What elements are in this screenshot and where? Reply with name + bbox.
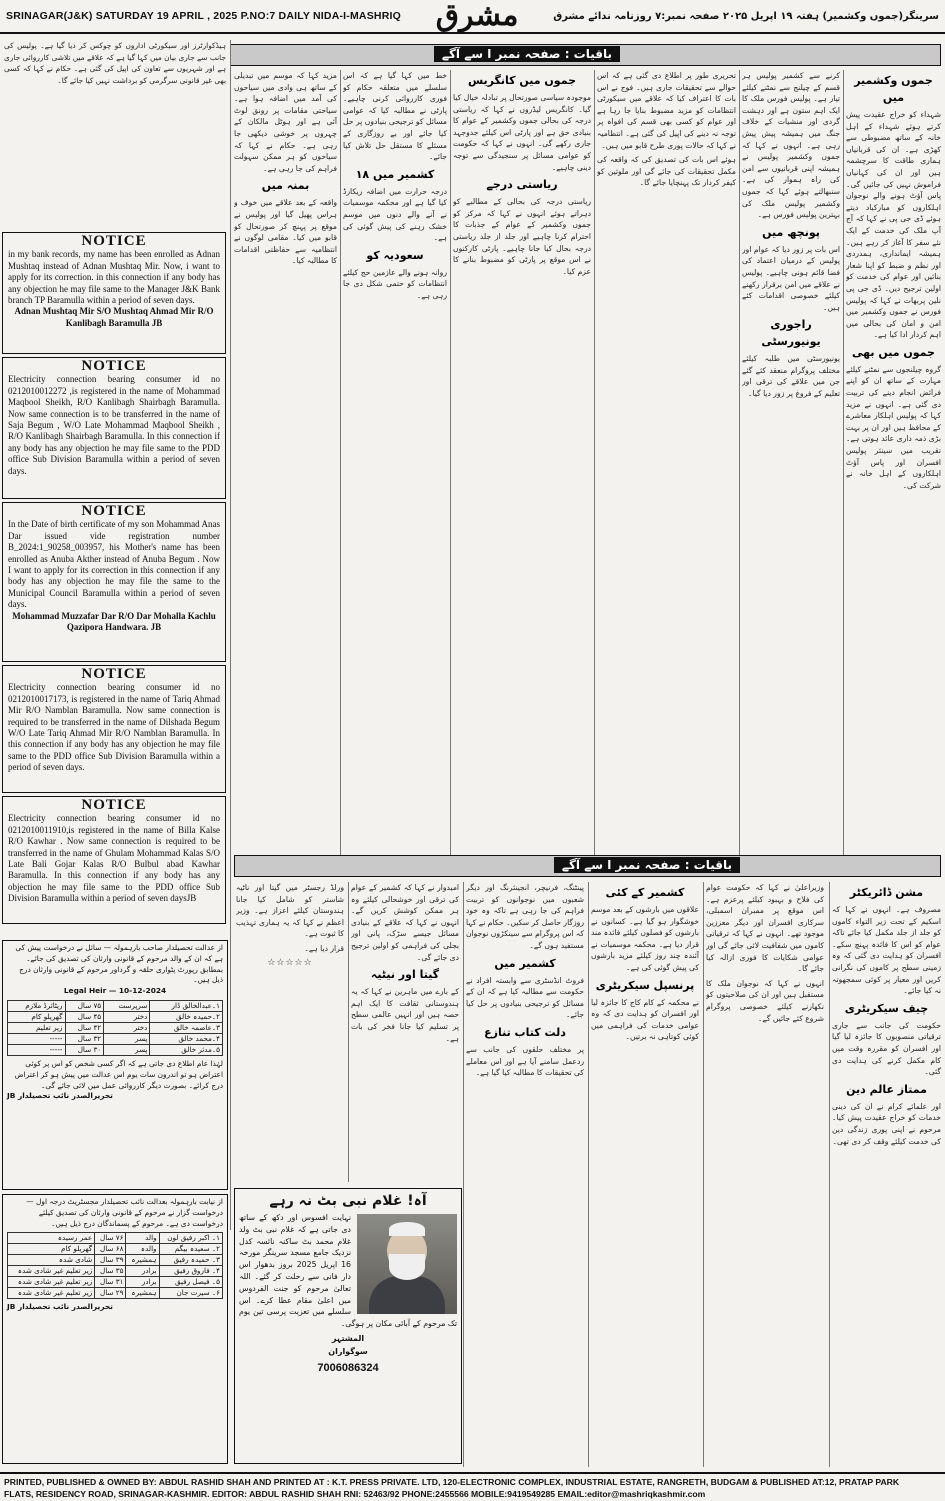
table-cell: زیر تعلیم — [8, 1022, 66, 1033]
article-headline: کشمیر میں — [494, 956, 556, 970]
table-row — [8, 1033, 223, 1044]
article-headline: ریاستی درجے — [486, 178, 558, 192]
table-cell: زیر تعلیم غیر شادی شدہ — [8, 1288, 95, 1299]
table-cell: پسر — [104, 1044, 150, 1055]
article-headline: مشن ڈائریکٹر — [849, 886, 924, 899]
article-col-b2: وزیراعلیٰ نے کہا کہ حکومت عوام کی فلاح و بہبود کیلئے پرعزم ہے۔ اس موقع پر ممبران اسمبلی، سرکاری افسران اور دیگر معززین موجود تھے۔ انہوں نے کہا کہ ترقیاتی کاموں میں شفافیت لائی جائے گی اور عوامی شکایات کا فوری ازالہ کیا جائے گا۔ انہوں نے کہا کہ نوجوان ملک کا مستقبل ہیں اور ان کی صلاحیتوں کو نکھارنے کیلئے خصوصی پروگرام شروع کئے جائیں گے۔ — [706, 883, 824, 1023]
article-headline: راجوری یونیورسٹی — [761, 318, 821, 349]
article-col-b6: ورلڈ رجسٹر میں گیتا اور ناٹیہ شاستر کو شامل کیا جانا ہندوستان کیلئے اعزاز ہے۔ وزیر اعظم نے کہا کہ یہ ہماری تہذیب کا ثبوت ہے۔ قرار دیا ہے۔ ☆☆☆☆☆ — [236, 883, 344, 968]
article-col-5: خط میں کہا گیا ہے کہ اس سلسلے میں متعلقہ حکام کو فوری کارروائی کرنی چاہیے۔ پارٹی نے مطالبہ کیا کہ عوامی مسائل کو ترجیحی بنیادوں پر حل کیا جائے اور بے روزگاری کے مسئلے کا مستقل حل تلاش کیا جائے۔ کشمیر میں ۱۸ درجہ حرارت میں اضافہ ریکارڈ کیا گیا ہے اور محکمہ موسمیات نے آنے والے دنوں میں موسم خشک رہنے کی پیش گوئی کی ہے۔ سعودیہ کو روانہ ہونے والے عازمین حج کیلئے انتظامات کو حتمی شکل دی جا رہی ہے۔ — [343, 71, 447, 300]
table-cell: زیر تعلیم غیر شادی شدہ — [8, 1277, 95, 1288]
table-cell: ۱۔عبدالخالق ڈار — [150, 1000, 223, 1011]
legal-heir-notice-1: از عدالت تحصیلدار صاحب بارہمولہ — سائل نے درخواست پیش کی ہے کہ ان کے والد مرحوم کے قانونی وارثان کی تصدیق کی جائے۔ بمطابق رپورٹ پٹواری حلقہ و گرداور مرحوم کے قانونی وارثان درج ذیل ہیں۔ Legal Heir — 10-12-2024 ۱۔عبدالخالق ڈار سرپرست ۷۵ سال ریٹائرڈ ملازم ۲۔حمیدہ خالق دختر ۴۵ سال گھریلو کام ۳۔عاصمہ خالق دختر ۴۲ سال زیر تعلیم ۴۔محمد خالق پسر ۳۲ سال ----- ۵۔مدثر خالق پسر ۳۰ سال ----- لہٰذا عام اطلاع دی جاتی ہے کہ اگر کسی شخص کو اس پر کوئی اعتراض ہو تو اندرون سات یوم اس عدالت میں پیش ہو کر اعتراض درج کرائے۔ بصورت دیگر کارروائی عمل میں لائی جائے گی۔ تحریرالصدر نائب تحصیلدار JB — [2, 940, 228, 1190]
table-cell: ۳۲ سال — [65, 1033, 104, 1044]
table-cell: ۲۹ سال — [95, 1288, 126, 1299]
article-col-3: تحریری طور پر اطلاع دی گئی ہے کہ اس حوالے سے تحقیقات جاری ہیں۔ فوج نے اس بات کا اعتراف کیا کہ علاقے میں سیکورٹی انتظامات کو مزید مضبوط بنایا جا رہا ہے اور عوام کو کسی بھی قسم کی افواہ پر توجہ نہ دینے کی اپیل کی گئی ہے۔ انتظامیہ نے کہا کہ حالات پوری طرح قابو میں ہیں۔ ہوئے اس بات کی تصدیق کی کہ واقعہ کی مکمل تحقیقات کی جائے گی اور ملوثین کو کیفر کردار تک پہنچایا جائے گا۔ — [597, 71, 736, 188]
heirs-table — [7, 1000, 223, 1056]
article-headline: پرنسپل سیکریٹری — [595, 978, 695, 992]
legal-heir-notice-2: از نیابت بارہمولہ بعدالت نائب تحصیلدار مجسٹریٹ درجہ اول — درخواست گزار نے مرحوم کے قانونی وارثان کی تصدیق کیلئے درخواست دی ہے۔ مرحوم کے پسماندگان درج ذیل ہیں۔ ۱۔ اکبر رفیق لون والد ۷۶ سال عمر رسیدہ ۲۔ سعیدہ بیگم والدہ ۶۸ سال گھریلو کام ۳۔ حمیدہ رفیق ہمشیرہ ۳۹ سال شادی شدہ ۴۔ فاروق رفیق برادر ۳۵ سال زیر تعلیم غیر شادی شدہ ۵۔ فیصل رفیق برادر ۳۱ سال زیر تعلیم غیر شادی شدہ ۶۔ سیرت جان ہمشیرہ ۲۹ سال زیر تعلیم غیر شادی شدہ تحریرالصدر نائب تحصیلدار JB — [2, 1194, 228, 1464]
article-headline: جموں میں کانگریس — [467, 74, 577, 87]
article-headline: ممتاز عالم دین — [846, 1082, 927, 1096]
notice-title: NOTICE — [81, 358, 147, 374]
table-cell: زیر تعلیم غیر شادی شدہ — [8, 1266, 95, 1277]
table-cell: ہمشیرہ — [126, 1255, 159, 1266]
header-left: SRINAGAR(J&K) SATURDAY 19 APRIL , 2025 P.NO:7 DAILY NIDA-I-MASHRIQ — [6, 10, 401, 22]
table-cell: ۶۔ سیرت جان — [159, 1288, 222, 1299]
article-headline: جموں میں بھی — [852, 345, 935, 359]
article-col-b3: کشمیر کے کئی علاقوں میں بارشوں کے بعد موسم خوشگوار ہو گیا ہے۔ کسانوں نے بارشوں کو فصلوں کیلئے فائدہ مند قرار دیا ہے۔ محکمہ موسمیات نے آئندہ چند روز کیلئے مزید بارشوں کی پیش گوئی کی ہے۔ پرنسپل سیکریٹری نے محکمہ کے کام کاج کا جائزہ لیا اور افسران کو ہدایت دی کہ وہ عوامی خدمات کی فراہمی میں کوئی کوتاہی نہ برتیں۔ — [591, 886, 699, 1042]
article-headline: بمنہ میں — [261, 179, 310, 193]
table-row — [8, 1244, 223, 1255]
table-cell: ۷۵ سال — [65, 1000, 104, 1011]
notice-box: NOTICE in my bank records, my name has been enrolled as Adnan Mushtaq instead of Adnan Mushtaq Mir. Now, i want to apply for its correction. in this connection if any body has any objection he may file same to the Manager J&K Bank branch TP Baramulla within a period of seven days. Adnan Mushtaq Mir S/O Mushtaq Ahmad Mir R/O Kanlibagh Baramulla JB — [2, 232, 226, 354]
table-cell: عمر رسیدہ — [8, 1233, 95, 1244]
condolence-notice: آہ! غلام نبی بٹ نہ رہے نہایت افسوس اور دکھ کے ساتھ دی جاتی ہے کہ غلام نبی بٹ ولد غلام محمد بٹ ساکنہ نائسہ کدل نزدیک جامع مسجد سرینگر مورخہ 16 اپریل 2025 بروز بدھوار اس دار فانی سے رحلت کر گئے۔ اللہ تعالیٰ مرحوم کو جنت الفردوس میں اعلیٰ مقام عطا کرے۔ اس سلسلے میں تعزیت پرسی تین یوم تک مرحوم کے آبائی مکان پر ہوگی۔ المشتہر سوگواران 7006086324 — [234, 1188, 462, 1464]
table-cell: ۴۔ فاروق رفیق — [159, 1266, 222, 1277]
page-header — [0, 0, 945, 34]
table-cell: ۳۔عاصمہ خالق — [150, 1022, 223, 1033]
continuation-band-top — [230, 44, 941, 66]
condolence-title: آہ! غلام نبی بٹ نہ رہے — [269, 1193, 427, 1209]
notice-title: NOTICE — [81, 666, 147, 682]
deceased-photo — [357, 1214, 457, 1314]
table-cell: شادی شدہ — [8, 1255, 95, 1266]
article-headline: کشمیر میں ۱۸ — [355, 167, 435, 181]
table-cell: ۳۵ سال — [95, 1266, 126, 1277]
band-mid-label: باقیات : صفحہ نمبر ا سے آگے — [554, 857, 740, 873]
article-col-left: ہیڈکوارٹرز اور سیکورٹی اداروں کو چوکس کر دیا گیا ہے۔ پولیس کی جانب سے جاری بیان میں کہا گیا ہے کہ علاقے میں تلاشی کارروائی جاری ہے اور شہریوں سے تعاون کی اپیل کی گئی ہے۔ حکام نے کہا کہ کسی بھی غیر قانونی سرگرمی کو برداشت نہیں کیا جائے گا۔ — [4, 41, 226, 85]
article-headline: کشمیر کے کئی — [605, 886, 685, 899]
table-cell: دختر — [104, 1011, 150, 1022]
table-cell: گھریلو کام — [8, 1244, 95, 1255]
table-cell: گھریلو کام — [8, 1011, 66, 1022]
table-cell: ۳۔ حمیدہ رفیق — [159, 1255, 222, 1266]
article-headline: پونچھ میں — [762, 225, 820, 239]
table-cell: ۴۲ سال — [65, 1022, 104, 1033]
heirs-table — [7, 1232, 223, 1299]
article-headline: دلت کتاب تنازع — [484, 1025, 566, 1039]
table-row — [8, 1233, 223, 1244]
table-cell: ۱۔ اکبر رفیق لون — [159, 1233, 222, 1244]
table-cell: ۵۔ فیصل رفیق — [159, 1277, 222, 1288]
article-headline: سعودیہ کو — [366, 248, 424, 262]
table-cell: والد — [126, 1233, 159, 1244]
table-cell: ہمشیرہ — [126, 1288, 159, 1299]
table-cell: ۲۔حمیدہ خالق — [150, 1011, 223, 1022]
article-headline: گیتا اور نیٹیہ — [370, 968, 440, 982]
table-cell: ۵۔مدثر خالق — [150, 1044, 223, 1055]
table-cell: دختر — [104, 1022, 150, 1033]
notice-box: NOTICE Electricity connection bearing consumer id no 0212010017173, is registered in the name of Tariq Ahmad Mir R/O Namblan Baramulla. Now same connection is required to be transferred in the name of Dilshada Begum W/O Late Tariq Ahmad Mir R/O Namblan Baramulla. In this connection if any body has any objection he may file same to the PDD office Sub Division Baramulla within a period of seven days. — [2, 665, 226, 793]
table-row — [8, 1277, 223, 1288]
notice-box: NOTICE Electricity connection bearing consumer id no 0212010011910,is registered in the name of Billa Kalse R/O Kawhar . Now same connection is required to be transferred in the name of Ghulam Mohammad Kalas S/O Late Bali Gojar Kalas R/O Bulbul abad Kawhar Baramulla. In this connection if any body has any objection he may file same to the PDD office Sub Division Baramulla within a period of seven daysJB — [2, 796, 226, 924]
condolence-phone: 7006086324 — [317, 1361, 379, 1374]
notice-title: NOTICE — [81, 233, 147, 249]
table-row — [8, 1266, 223, 1277]
table-row — [8, 1022, 223, 1033]
notices-area — [0, 230, 228, 927]
page-footer: PRINTED, PUBLISHED & OWNED BY: ABDUL RASHID SHAH AND PRINTED AT : K.T. PRESS PRIVATE. LTD, 120-ELECTRONIC COMPLEX, INDUSTRIAL ESTATE, RANGRETH, BUDGAM & PUBLISHED AT:12, PRATAP PARK FLATS, RESIDENCY ROAD, SRINAGAR-KASHMIR. EDITOR: ABDUL RASHID SHAH RNI: 52463/92 PHONE:2455566 MOBILE:9419549285 EMAIL:editor@mashriqkashmir.com — [0, 1472, 945, 1501]
header-right: سرینگر(جموں وکشمیر) ہفتہ ۱۹ اپریل ۲۰۲۵ صفحہ نمبر:۷ روزنامہ ندائے مشرق — [553, 10, 939, 22]
article-col-b5: امیدوار نے کہا کہ کشمیر کے عوام کی ترقی اور خوشحالی کیلئے وہ ہر ممکن کوشش کریں گے۔ انہوں نے کہا کہ علاقے کے بنیادی مسائل جیسے سڑک، پانی اور بجلی کی فراہمی کو اولین ترجیح دی جائے گی۔ گیتا اور نیٹیہ کے بارے میں ماہرین نے کہا کہ یہ ہندوستانی ثقافت کا ایک اہم حصہ ہیں اور انہیں عالمی سطح پر تسلیم کیا جانا فخر کی بات ہے۔ — [351, 883, 459, 1043]
table-cell: ۶۸ سال — [95, 1244, 126, 1255]
article-col-1: جموں وکشمیر میں شہداء کو خراج عقیدت پیش کرتے ہوئے شہداء کے اہل خانہ کے ساتھ مضبوطی سے کھڑی ہے۔ ان کی قربانیاں ہماری طاقت کا سرچشمہ ہیں اور ان کی کہانیاں فراموش نہیں کی جائیں گی۔ پاس آؤٹ ہونے والے نوجوان اہلکاروں کو مبارکباد دیتے ہوئے ڈی جی پی نے کہا کہ آج آپ ملک کی خدمت کے ایک نئے سفر کا آغاز کر رہے ہیں۔ ہمیشہ ایمانداری، ہمدردی اور نظم و ضبط کو اپنا شعار بنائیں اور عوام کی خدمت کو اولین ترجیح دیں۔ ڈی جی پی نلین پربھات نے کہا کہ پولیس فورس نے جموں وکشمیر میں امن و امان کی بحالی میں اہم کردار ادا کیا ہے۔ جموں میں بھی گروہ چیلنجوں سے نمٹنے کیلئے مہارت کے ساتھ ان کو اپنے فرائض انجام دینے کی تربیت دی گئی ہے۔ انہوں نے مزید کہا کہ پولیس اہلکار معاشرے کے محافظ ہیں اور ان پر بہت بڑی ذمہ داری عائد ہوتی ہے۔ تقریب میں سینئر پولیس افسران اور پاس آؤٹ اہلکاروں کے اہل خانہ نے شرکت کی۔ — [846, 74, 941, 490]
table-cell: ریٹائرڈ ملازم — [8, 1000, 66, 1011]
table-cell: ۴۵ سال — [65, 1011, 104, 1022]
article-col-b1: مشن ڈائریکٹر مصروف ہے۔ انہوں نے کہا کہ اسکیم کے تحت زیر التواء کاموں کو جلد از جلد مکمل کیا جائے تاکہ عوام کو اس کا فائدہ پہنچ سکے۔ افسران کو ہدایت دی گئی کہ وہ زمینی سطح پر کاموں کی نگرانی کریں اور معیار پر کوئی سمجھوتہ نہ کیا جائے۔ چیف سیکریٹری حکومت کی جانب سے جاری ترقیاتی منصوبوں کا جائزہ لیا گیا اور افسران کو مقررہ وقت میں کام مکمل کرنے کی ہدایت دی گئی۔ ممتاز عالم دین اور علمائے کرام نے ان کی دینی خدمات کو خراج عقیدت پیش کیا۔ مرحوم نے اپنی پوری زندگی دین کی خدمت کیلئے وقف کر دی تھی۔ — [832, 886, 941, 1146]
table-cell: ----- — [8, 1033, 66, 1044]
table-row — [8, 1011, 223, 1022]
table-cell: ۳۰ سال — [65, 1044, 104, 1055]
article-col-6: مزید کہا کہ موسم میں تبدیلی کے ساتھ ہی وادی میں سیاحوں کی آمد میں اضافہ ہوا ہے۔ سیاحتی مقامات پر رونق لوٹ آئی ہے اور ہوٹل مالکان کے چہروں پر خوشی دیکھی جا رہی ہے۔ حکام نے کہا کہ سیاحوں کو ہر ممکن سہولت فراہم کی جا رہی ہے۔ بمنہ میں واقعہ کے بعد علاقے میں خوف و ہراس پھیل گیا اور پولیس نے موقع پر پہنچ کر صورتحال کو قابو میں کیا۔ مقامی لوگوں نے انتظامیہ سے حفاظتی اقدامات کا مطالبہ کیا۔ — [234, 71, 337, 266]
continuation-band-mid — [234, 855, 941, 877]
table-cell: برادر — [126, 1266, 159, 1277]
table-row — [8, 1044, 223, 1055]
table-row — [8, 1288, 223, 1299]
table-cell: ۲۔ سعیدہ بیگم — [159, 1244, 222, 1255]
article-col-2: کرنے سے کشمیر پولیس ہر قسم کے چیلنج سے نمٹنے کیلئے تیار ہے۔ پولیس فورس ملک کا ایک اہم ستون ہے اور دہشت گردی اور منشیات کے خلاف جنگ میں ہمیشہ پیش پیش رہی ہے۔ انہوں نے کہا کہ جموں وکشمیر پولیس نے ہمیشہ اپنی قربانیوں سے امن کی راہ ہموار کی ہے۔ سنبھالتے ہوئے کہا کہ جموں وکشمیر پولیس ملک کی بہترین پولیس فورس ہے۔ پونچھ میں اس بات پر زور دیا کہ عوام اور پولیس کے درمیان اعتماد کی فضا قائم ہونی چاہیے۔ پولیس نے علاقے میں امن برقرار رکھنے کیلئے خصوصی اقدامات کئے ہیں۔ راجوری یونیورسٹی یونیورسٹی میں طلبہ کیلئے مختلف پروگرام منعقد کئے گئے جن میں علاقے کی ترقی اور تعلیم کے فروغ پر زور دیا گیا۔ — [742, 71, 840, 399]
table-row — [8, 1255, 223, 1266]
table-cell: والدہ — [126, 1244, 159, 1255]
masthead-logo: مشرق — [435, 0, 519, 33]
article-headline: چیف سیکریٹری — [844, 1001, 929, 1015]
article-headline: جموں وکشمیر میں — [854, 74, 933, 104]
table-cell: ----- — [8, 1044, 66, 1055]
table-cell: سرپرست — [104, 1000, 150, 1011]
notice-title: NOTICE — [81, 503, 147, 519]
notice-box: NOTICE In the Date of birth certificate of my son Mohammad Anas Dar issued vide registration number B_2024:1_90258_003957, his Mother's name has been enrolled as Anuba Akther instead of Anuba Begum . Now I want to apply for its correction in this connection if any body has any objection he may file the same to the Municipal Council Baramulla within a period of seven days. Mohammad Muzzafar Dar R/O Dar Mohalla Kachlu Qazipora Handwara. JB — [2, 502, 226, 662]
table-cell: ۳۹ سال — [95, 1255, 126, 1266]
article-col-4: جموں میں کانگریس موجودہ سیاسی صورتحال پر تبادلہ خیال کیا گیا۔ کانگریس لیڈروں نے کہا کہ ریاستی درجہ کی بحالی جموں وکشمیر کے عوام کا بنیادی حق ہے اور پارٹی اس کیلئے جدوجہد جاری رکھے گی۔ انہوں نے کہا کہ حکومت کو عوامی مسائل پر سنجیدگی سے توجہ دینی چاہیے۔ ریاستی درجے ریاستی درجہ کی بحالی کے مطالبے کو دہراتے ہوئے انہوں نے کہا کہ مرکز کو جموں وکشمیر کے عوام کے جذبات کا احترام کرنا چاہیے اور جلد از جلد ریاستی درجہ بحال کیا جانا چاہیے۔ پارٹی کارکنوں نے اس موقع پر پارٹی کو مضبوط بنانے کا عزم کیا۔ — [453, 74, 591, 276]
divider-stars: ☆☆☆☆☆ — [267, 957, 313, 968]
band-top-label: باقیات : صفحہ نمبر ا سے آگے — [434, 46, 620, 62]
table-row — [8, 1000, 223, 1011]
table-cell: ۴۔محمد خالق — [150, 1033, 223, 1044]
notice-title: NOTICE — [81, 797, 147, 813]
table-cell: برادر — [126, 1277, 159, 1288]
table-cell: پسر — [104, 1033, 150, 1044]
table-cell: ۷۶ سال — [95, 1233, 126, 1244]
table-cell: ۳۱ سال — [95, 1277, 126, 1288]
article-col-b4: پینٹنگ، فرنیچر، انجینئرنگ اور دیگر شعبوں میں نوجوانوں کو تربیت فراہم کی جا رہی ہے تاکہ وہ خود روزگار حاصل کر سکیں۔ حکام نے کہا کہ اس پروگرام سے سینکڑوں نوجوان مستفید ہوں گے۔ کشمیر میں فروٹ انڈسٹری سے وابستہ افراد نے حکومت سے مطالبہ کیا ہے کہ ان کے مسائل کو ترجیحی بنیادوں پر حل کیا جائے۔ دلت کتاب تنازع پر مختلف حلقوں کی جانب سے ردعمل سامنے آیا ہے اور اس معاملے کی تحقیقات کا مطالبہ کیا گیا ہے۔ — [466, 883, 584, 1078]
notice-box: NOTICE Electricity connection bearing consumer id no 0212010012272 ,is registered in the name of Mohammad Maqbool Sheikh, R/O Kanlibagh Shairbagh Baramulla. Now same connection is to be transferred in the name of Saja Begum , W/O Late Mohammad Maqbool Sheikh , R/O Kanlibagh Shairbagh Baramulla. In this connection if any body has any objection he may file same to the PDD office Sub Division Baramulla within a period of seven days. — [2, 357, 226, 499]
